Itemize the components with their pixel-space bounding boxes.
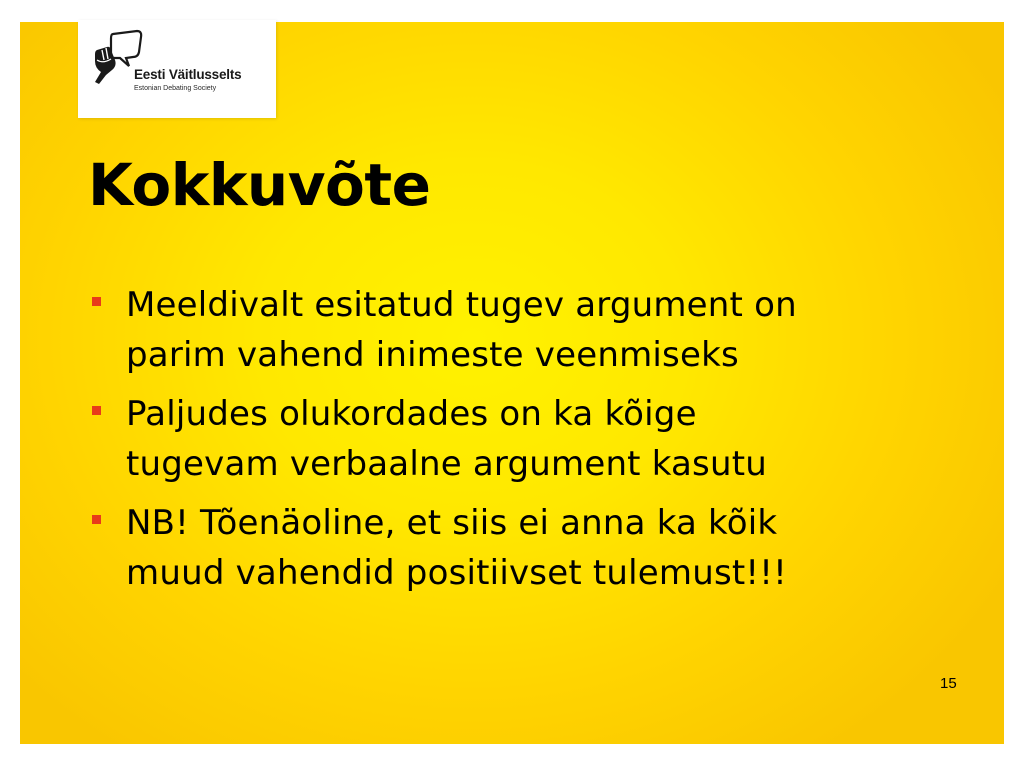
bullet-square-icon — [92, 515, 101, 524]
bullet-item — [88, 389, 948, 489]
bullet-text-line: tugevam verbaalne argument kasutu — [126, 444, 767, 484]
bullet-text-line: muud vahendid positiivset tulemust!!! — [126, 553, 787, 593]
bullet-text-line: NB! Tõenäoline, et siis ei anna ka kõik — [126, 503, 778, 543]
bullet-square-icon — [92, 406, 101, 415]
bullet-text-line: Paljudes olukordades on ka kõige — [126, 394, 697, 434]
logo-subtitle: Estonian Debating Society — [134, 85, 217, 92]
bullet-text-line: parim vahend inimeste veenmiseks — [126, 335, 739, 375]
bullet-item — [88, 498, 948, 598]
logo — [78, 20, 276, 118]
bullet-list — [88, 280, 948, 607]
logo-name: Eesti Väitlusselts — [134, 67, 242, 82]
bullet-item — [88, 280, 948, 380]
slide-title: Kokkuvõte — [88, 151, 431, 219]
bullet-square-icon — [92, 297, 101, 306]
page-number: 15 — [940, 675, 957, 692]
bullet-text-line: Meeldivalt esitatud tugev argument on — [126, 285, 797, 325]
